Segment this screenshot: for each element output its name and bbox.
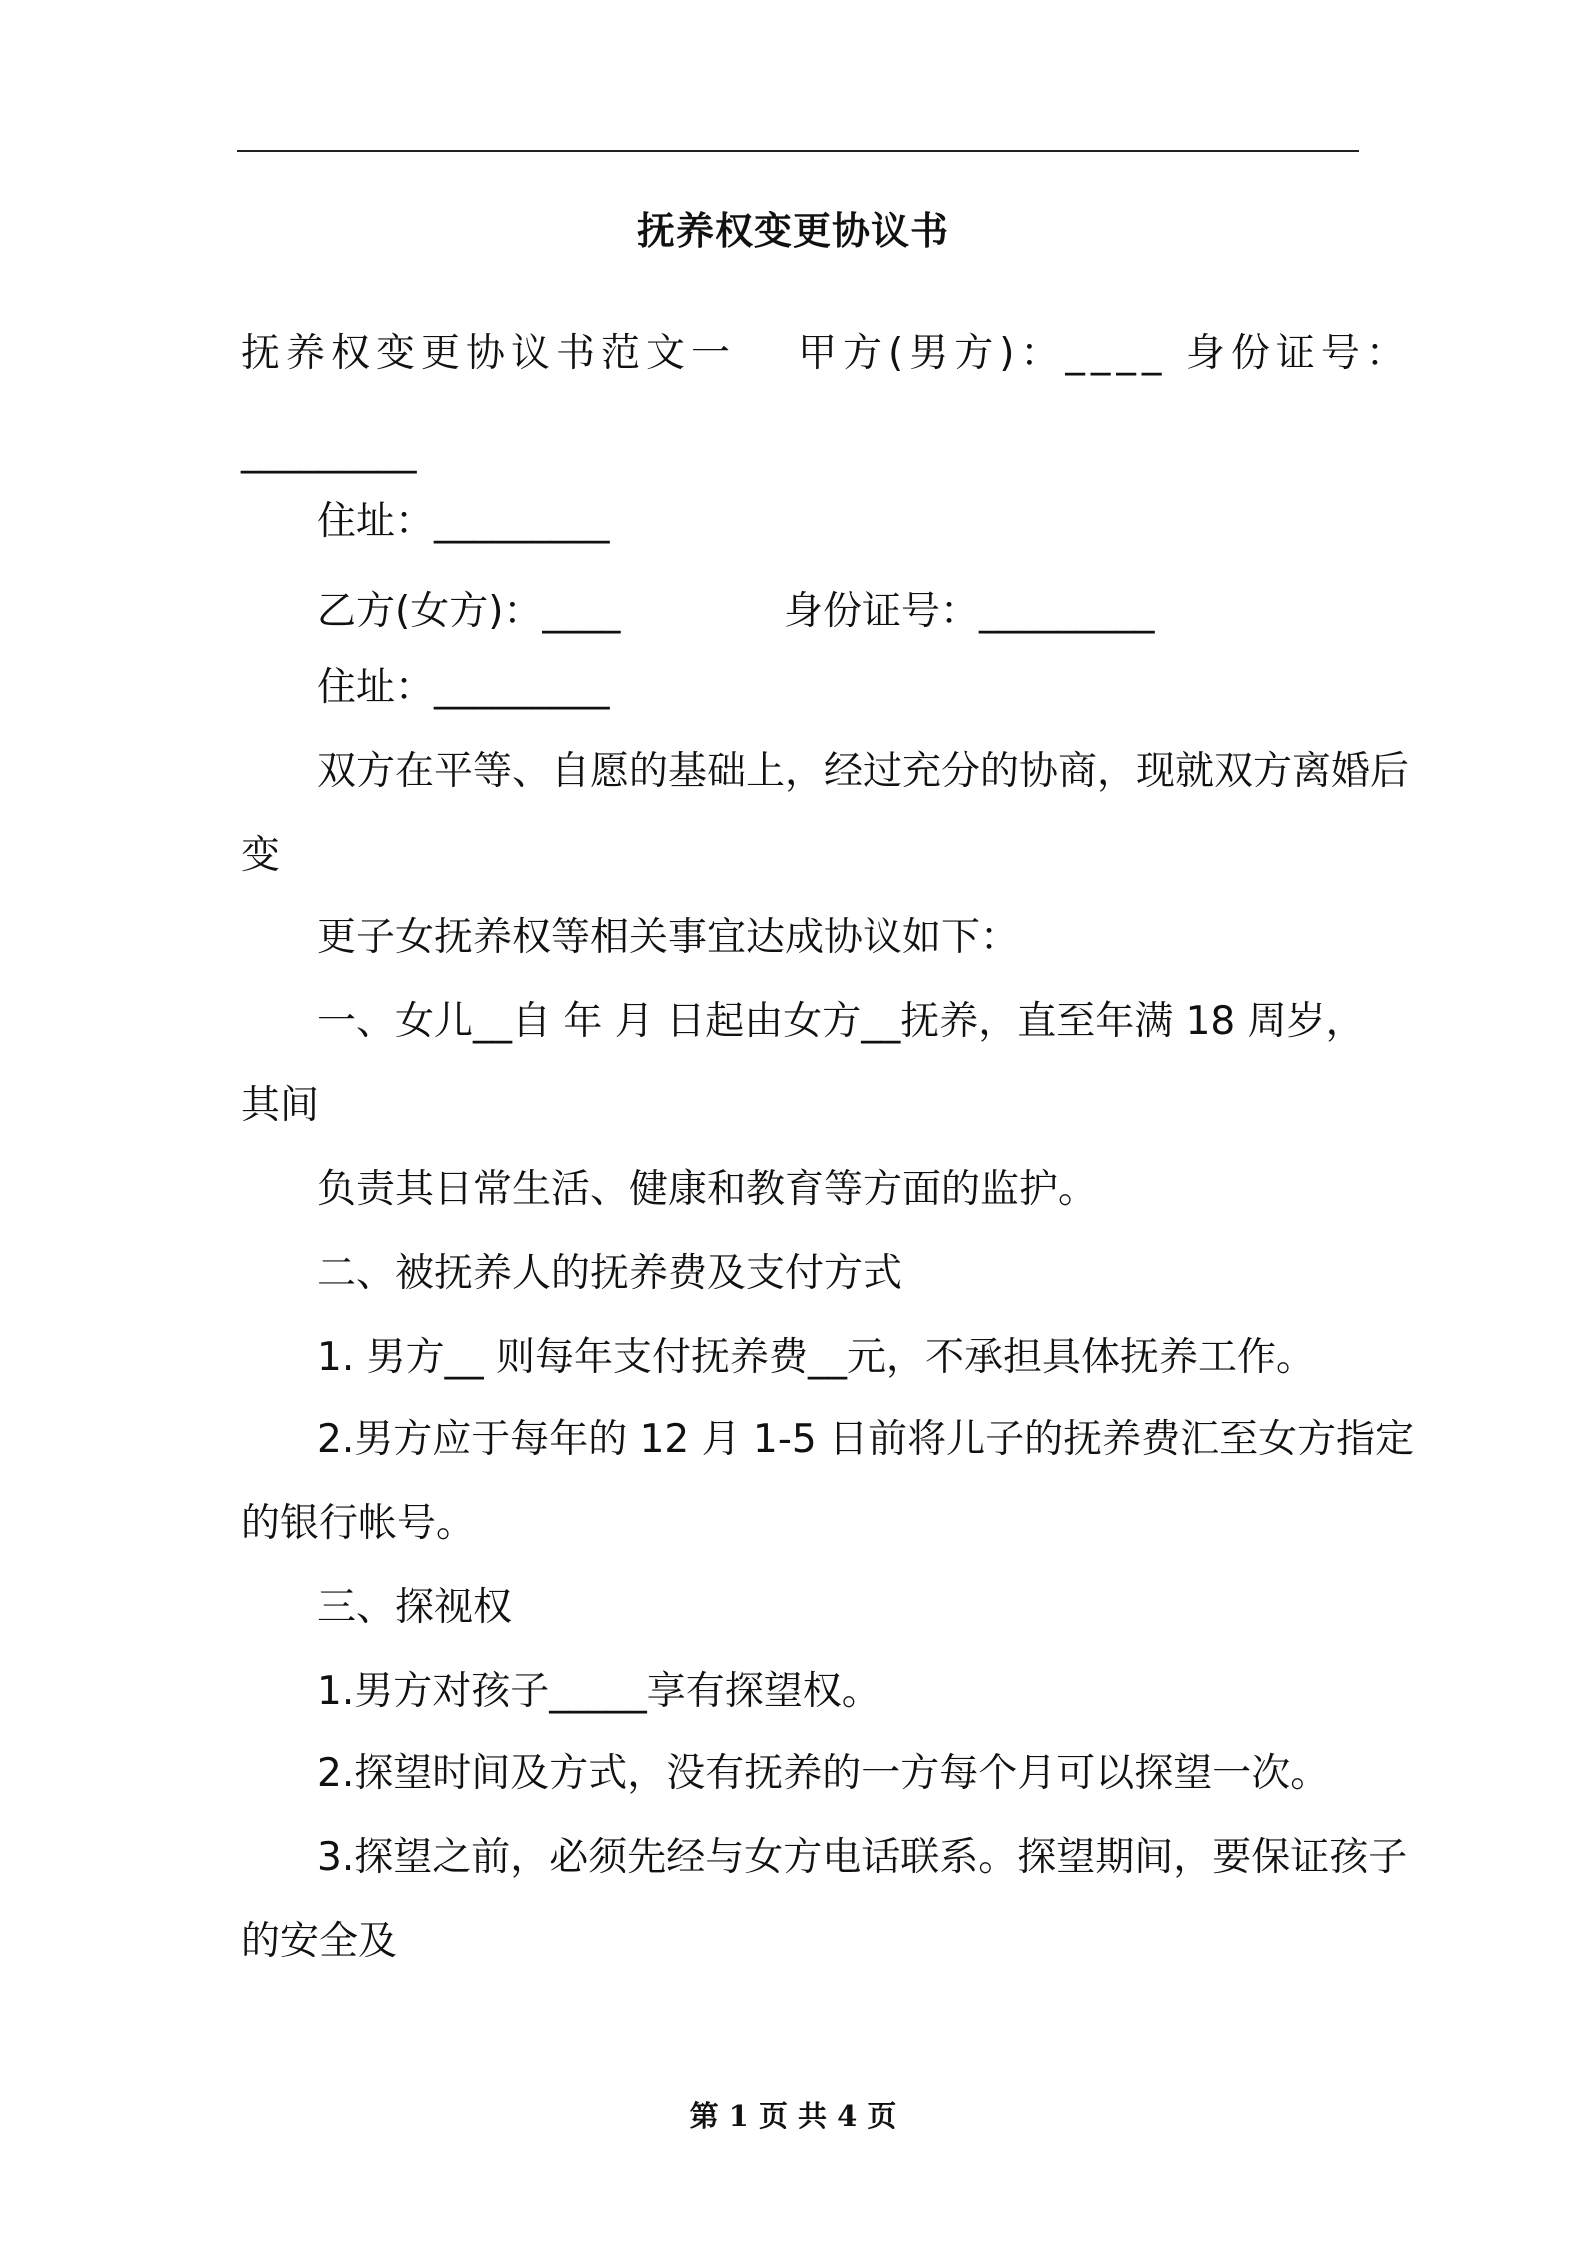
clause-1-cont: 其间 bbox=[241, 1083, 320, 1128]
party-b-id: 身份证号：_________ bbox=[784, 589, 1155, 634]
clause-3-heading: 三、探视权 bbox=[317, 1585, 513, 1630]
party-a-address: 住址：_________ bbox=[317, 499, 610, 544]
paragraph-intro-cont: 变 bbox=[241, 833, 281, 878]
document-title: 抚养权变更协议书 bbox=[636, 209, 949, 253]
paragraph-agreement: 更子女抚养权等相关事宜达成协议如下： bbox=[317, 915, 1020, 960]
clause-3-item-3-cont: 的安全及 bbox=[241, 1919, 398, 1964]
clause-3-item-1: 1.男方对孩子_____享有探望权。 bbox=[317, 1669, 881, 1714]
clause-3-item-3: 3.探望之前，必须先经与女方电话联系。探望期间，要保证孩子 bbox=[317, 1835, 1408, 1880]
header-rule bbox=[237, 150, 1359, 152]
party-a-line: 甲方(男方)：____ 身份证号： bbox=[798, 331, 1411, 376]
clause-1-duty: 负责其日常生活、健康和教育等方面的监护。 bbox=[317, 1167, 1098, 1212]
page-number: 第 1 页 共 4 页 bbox=[689, 2099, 897, 2133]
party-a-id-blank: _________ bbox=[241, 429, 417, 474]
clause-2-item-1: 1. 男方__ 则每年支付抚养费__元，不承担具体抚养工作。 bbox=[317, 1335, 1316, 1380]
subtitle-sample: 抚养权变更协议书范文一 bbox=[241, 331, 737, 376]
party-b-address: 住址：_________ bbox=[317, 665, 610, 710]
clause-3-item-2: 2.探望时间及方式，没有抚养的一方每个月可以探望一次。 bbox=[317, 1751, 1330, 1796]
clause-2-item-2: 2.男方应于每年的 12 月 1-5 日前将儿子的抚养费汇至女方指定 bbox=[317, 1417, 1415, 1462]
clause-2-heading: 二、被抚养人的抚养费及支付方式 bbox=[317, 1251, 903, 1296]
clause-2-item-2-cont: 的银行帐号。 bbox=[241, 1501, 476, 1546]
clause-1: 一、女儿__自 年 月 日起由女方__抚养，直至年满 18 周岁， bbox=[317, 999, 1365, 1044]
party-b-line: 乙方(女方)：____ bbox=[317, 589, 621, 634]
paragraph-intro: 双方在平等、自愿的基础上，经过充分的协商，现就双方离婚后 bbox=[317, 749, 1410, 794]
